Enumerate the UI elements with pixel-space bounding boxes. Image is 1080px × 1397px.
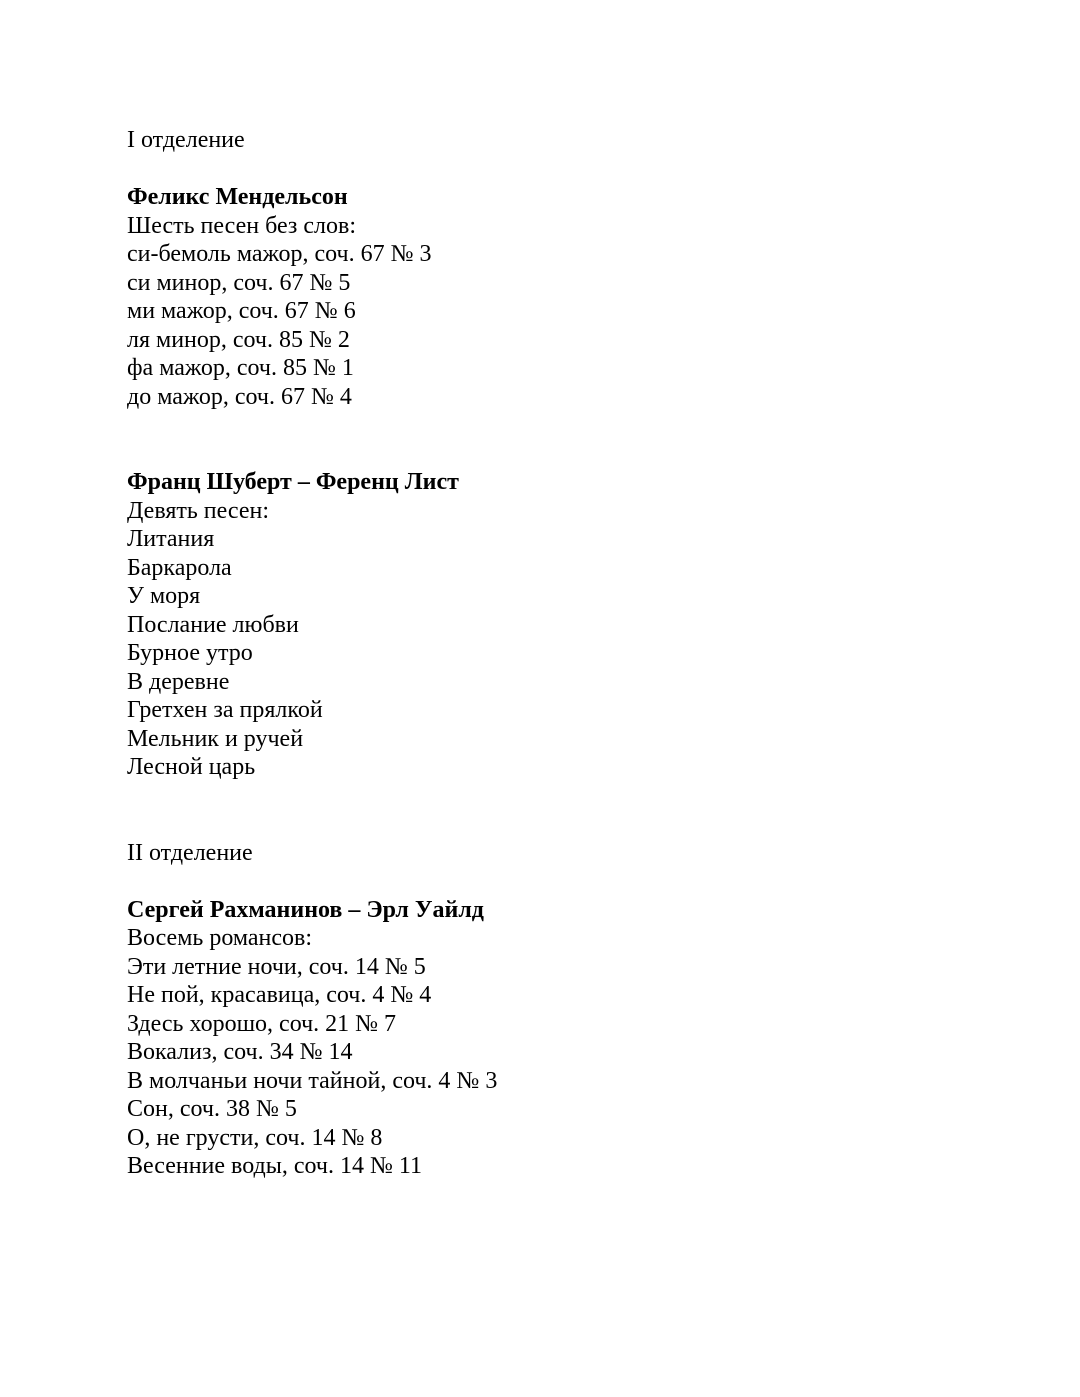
work-item: ми мажор, соч. 67 № 6 [127, 298, 356, 324]
work-item: Гретхен за прялкой [127, 697, 323, 723]
work-item: Литания [127, 526, 215, 552]
composer-heading: Сергей Рахманинов – Эрл Уайлд [127, 896, 484, 923]
blank-line [127, 867, 1020, 896]
work-item: Баркарола [127, 554, 232, 581]
work-item: фа мажор, соч. 85 № 1 [127, 355, 354, 381]
work-item: В деревне [127, 668, 230, 695]
section-label: I отделение [127, 127, 245, 153]
blank-line [127, 782, 1020, 811]
work-item: Бурное утро [127, 640, 253, 666]
work-item: Сон, соч. 38 № 5 [127, 1096, 297, 1122]
blank-line [127, 411, 1020, 440]
work-item: В молчаньи ночи тайной, соч. 4 № 3 [127, 1067, 498, 1094]
composer-heading: Франц Шуберт – Ференц Лист [127, 469, 459, 495]
work-item: Не пой, красавица, соч. 4 № 4 [127, 982, 432, 1008]
work-item: Эти летние ночи, соч. 14 № 5 [127, 953, 426, 980]
work-item: ля минор, соч. 85 № 2 [127, 326, 350, 353]
cycle-subtitle: Девять песен: [127, 497, 270, 524]
work-item: до мажор, соч. 67 № 4 [127, 383, 352, 410]
work-item: Лесной царь [127, 754, 256, 780]
blank-line [127, 440, 1020, 469]
work-item: си-бемоль мажор, соч. 67 № 3 [127, 241, 432, 267]
work-item: си минор, соч. 67 № 5 [127, 269, 351, 296]
work-item: Вокализ, соч. 34 № 14 [127, 1039, 353, 1065]
section-label: II отделение [127, 839, 253, 866]
document-content [127, 126, 1020, 1181]
work-item: У моря [127, 583, 201, 609]
work-item: Мельник и ручей [127, 725, 304, 752]
blank-line [127, 810, 1020, 839]
cycle-subtitle: Шесть песен без слов: [127, 212, 357, 239]
work-item: О, не грусти, соч. 14 № 8 [127, 1124, 383, 1151]
work-item: Весенние воды, соч. 14 № 11 [127, 1153, 422, 1179]
cycle-subtitle: Восемь романсов: [127, 925, 313, 951]
work-item: Здесь хорошо, соч. 21 № 7 [127, 1010, 397, 1037]
blank-line [127, 155, 1020, 184]
composer-heading: Феликс Мендельсон [127, 184, 348, 210]
work-item: Послание любви [127, 611, 299, 638]
